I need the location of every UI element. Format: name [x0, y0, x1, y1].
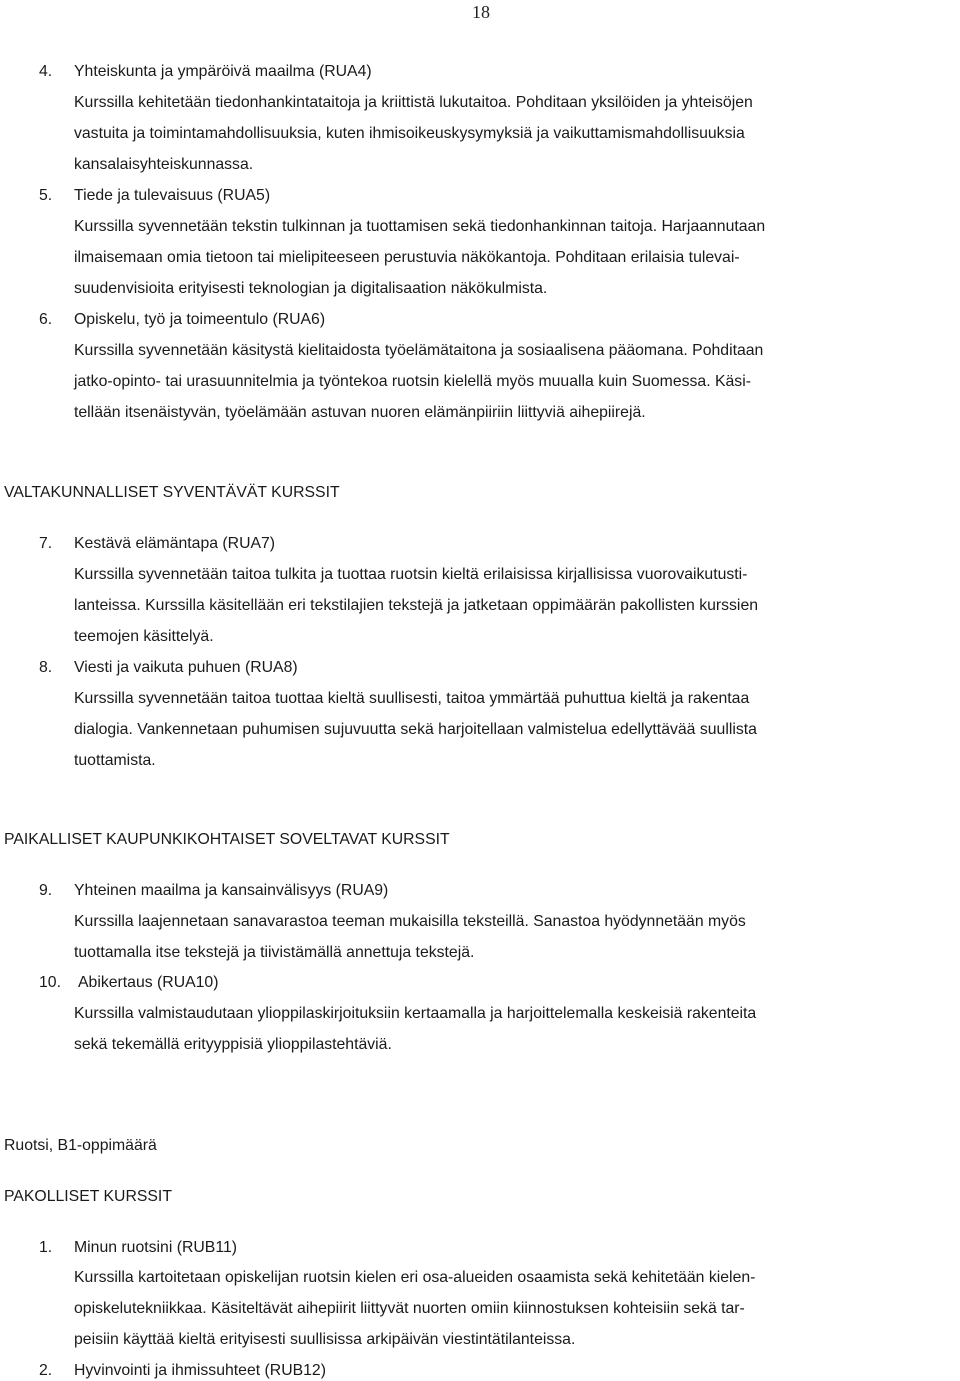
course-number: 7. — [39, 535, 53, 552]
course-number: 5. — [39, 187, 53, 204]
course-description-line: jatko-opinto- tai urasuunnitelmia ja työntekoa ruotsin kielellä myös muualla kuin Suomessa. Käsi- — [74, 373, 751, 390]
course-description-line: sekä tekemällä erityyppisiä ylioppilastehtäviä. — [74, 1036, 392, 1053]
subject-heading: Ruotsi, B1-oppimäärä — [4, 1137, 157, 1154]
course-title: Yhteinen maailma ja kansainvälisyys (RUA9) — [74, 882, 389, 899]
course-title: Minun ruotsini (RUB11) — [74, 1239, 237, 1256]
course-number: 10. — [39, 974, 61, 991]
course-description-line: Kurssilla syvennetään tekstin tulkinnan ja tuottamisen sekä tiedonhankinnan taitoja. Harjaannutaan — [74, 218, 766, 235]
page-number: 18 — [472, 2, 490, 22]
course-number: 2. — [39, 1362, 53, 1379]
course-description-line: opiskelutekniikkaa. Käsiteltävät aihepiirit liittyvät nuorten omiin kiinnostuksen kohteisiin sekä tar- — [74, 1300, 745, 1317]
section-heading: VALTAKUNNALLISET SYVENTÄVÄT KURSSIT — [4, 484, 340, 501]
course-description-line: Kurssilla kartoitetaan opiskelijan ruotsin kielen eri osa-alueiden osaamista sekä kehitetään kielen- — [74, 1269, 756, 1286]
course-description-line: suudenvisioita erityisesti teknologian ja digitalisaation näkökulmista. — [74, 280, 548, 297]
course-description-line: Kurssilla syvennetään taitoa tulkita ja tuottaa ruotsin kieltä erilaisissa kirjallisissa vuorovaikutusti- — [74, 566, 748, 583]
course-description-line: vastuita ja toimintamahdollisuuksia, kuten ihmisoikeuskysymyksiä ja vaikuttamismahdollisuuksia — [74, 125, 745, 142]
course-description-line: tuottamista. — [74, 752, 156, 769]
course-description-line: Kurssilla syvennetään käsitystä kielitaidosta työelämätaitona ja sosiaalisena pääomana. Pohditaan — [74, 342, 764, 359]
course-title: Opiskelu, työ ja toimeentulo (RUA6) — [74, 311, 326, 328]
course-description-line: dialogia. Vankennetaan puhumisen sujuvuutta sekä harjoitellaan valmistelua edellyttävää suullista — [74, 721, 757, 738]
course-description-line: Kurssilla laajennetaan sanavarastoa teeman mukaisilla teksteillä. Sanastoa hyödynnetään myös — [74, 913, 746, 930]
course-title: Abikertaus (RUA10) — [78, 974, 219, 991]
course-number: 6. — [39, 311, 53, 328]
course-title: Viesti ja vaikuta puhuen (RUA8) — [74, 659, 298, 676]
course-number: 8. — [39, 659, 53, 676]
course-description-line: kansalaisyhteiskunnassa. — [74, 156, 254, 173]
course-title: Kestävä elämäntapa (RUA7) — [74, 535, 276, 552]
section-heading: PAKOLLISET KURSSIT — [4, 1188, 172, 1205]
course-description-line: Kurssilla syvennetään taitoa tuottaa kieltä suullisesti, taitoa ymmärtää puhuttua kieltä ja rakentaa — [74, 690, 750, 707]
course-description-line: Kurssilla valmistaudutaan ylioppilaskirjoituksiin kertaamalla ja harjoittelemalla keskeisiä rakenteita — [74, 1005, 757, 1022]
course-description-line: lanteissa. Kurssilla käsitellään eri tekstilajien tekstejä ja jatketaan oppimäärän pakollisten kurssien — [74, 597, 759, 614]
course-title: Yhteiskunta ja ympäröivä maailma (RUA4) — [74, 63, 372, 80]
course-description-line: teemojen käsittelyä. — [74, 628, 214, 645]
course-number: 1. — [39, 1239, 53, 1256]
course-title: Hyvinvointi ja ihmissuhteet (RUB12) — [74, 1362, 326, 1379]
course-description-line: tellään itsenäistyvän, työelämään astuvan nuoren elämänpiiriin liittyviä aihepiirejä. — [74, 404, 646, 421]
course-number: 4. — [39, 63, 53, 80]
course-title: Tiede ja tulevaisuus (RUA5) — [74, 187, 271, 204]
course-description-line: tuottamalla itse tekstejä ja tiivistämällä annettuja tekstejä. — [74, 944, 475, 961]
section-heading: PAIKALLISET KAUPUNKIKOHTAISET SOVELTAVAT KURSSIT — [4, 831, 450, 848]
course-number: 9. — [39, 882, 53, 899]
course-description-line: peisiin käyttää kieltä erityisesti suullisissa arkipäivän viestintätilanteissa. — [74, 1331, 576, 1348]
course-description-line: Kurssilla kehitetään tiedonhankintataitoja ja kriittistä lukutaitoa. Pohditaan yksilöiden ja yhteisöjen — [74, 94, 753, 111]
course-description-line: ilmaisemaan omia tietoon tai mielipiteeseen perustuvia näkökantoja. Pohditaan erilaisia tulevai- — [74, 249, 740, 266]
